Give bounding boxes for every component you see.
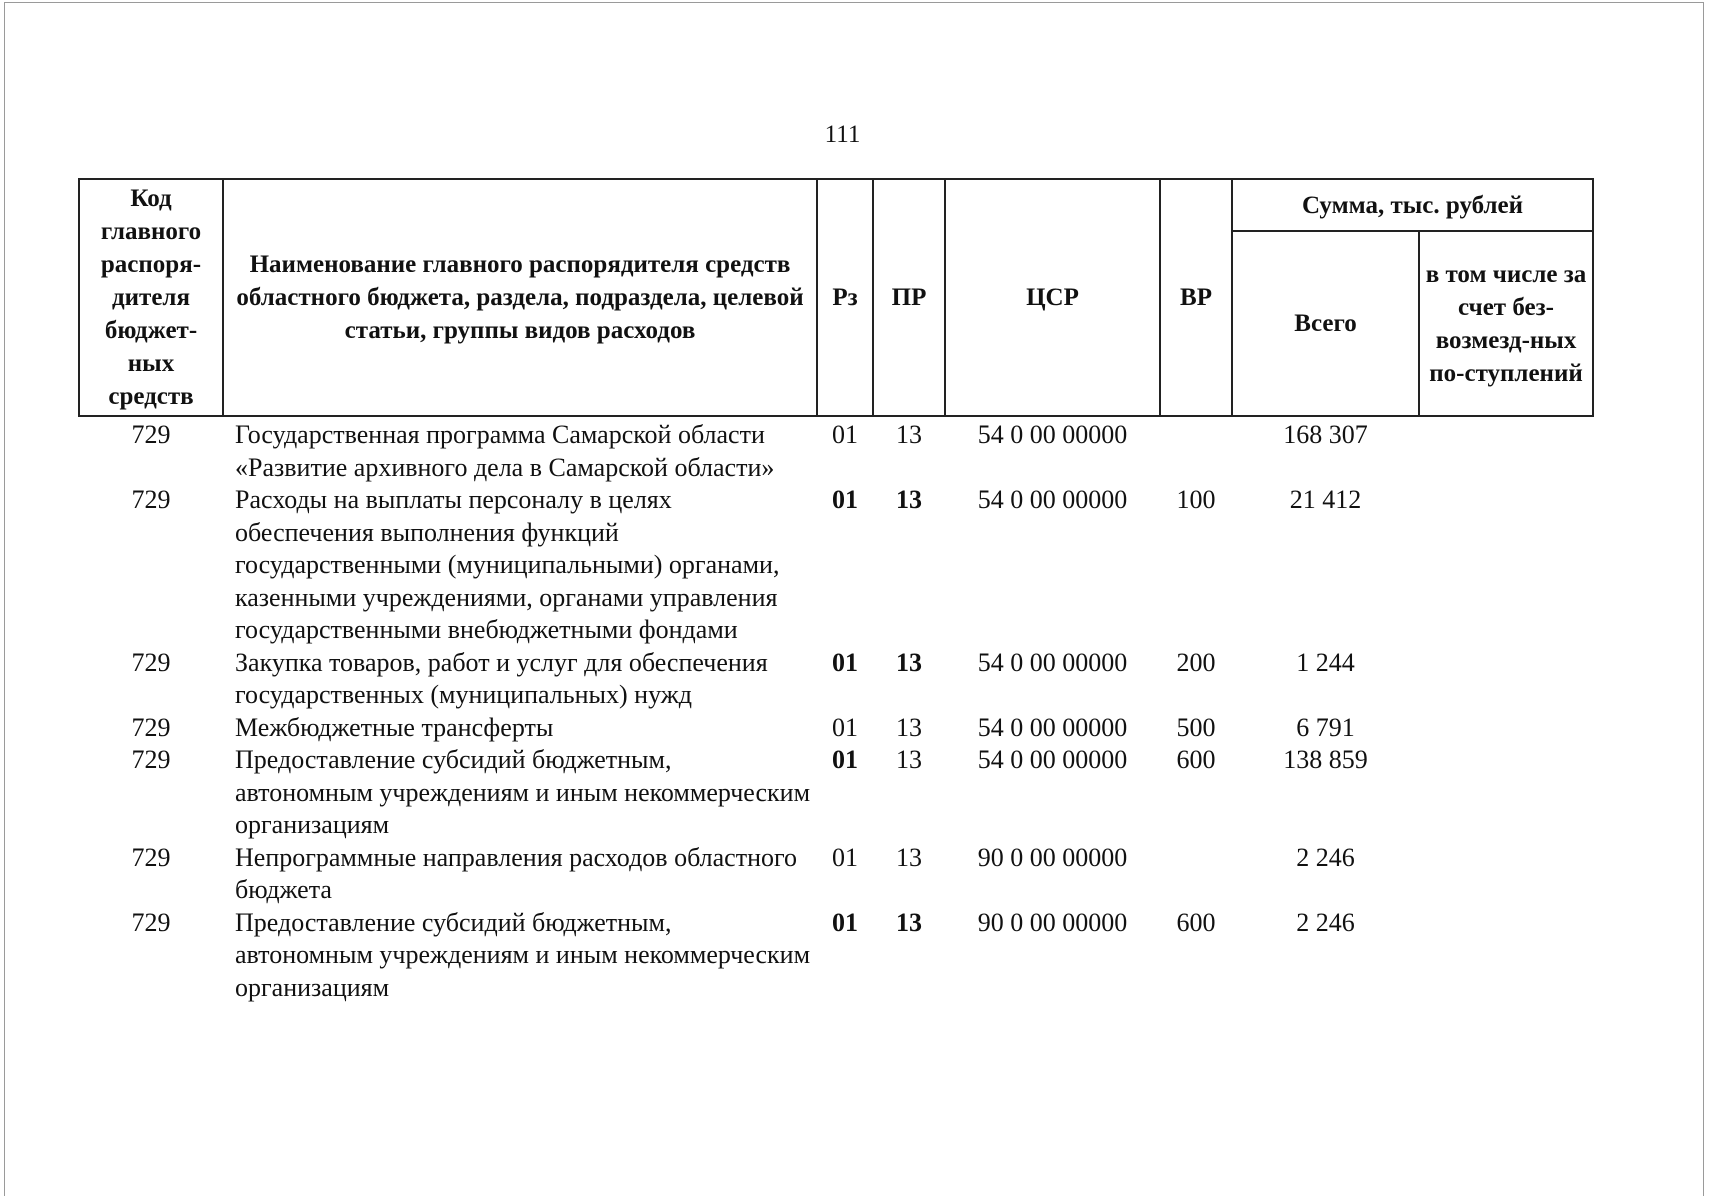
- cell-total: 2 246: [1296, 842, 1355, 872]
- table-row: [79, 712, 1593, 745]
- page-number: 111: [824, 121, 861, 148]
- cell-rz: 01: [832, 842, 858, 872]
- header-incl: в том числе за счет без-возмезд-ных по-ступлений: [1419, 231, 1593, 416]
- table-row: [79, 484, 1593, 647]
- table-row: [79, 907, 1593, 1005]
- cell-name: Предоставление субсидий бюджетным, автономным учреждениям и иным некоммерческим организациям: [235, 745, 811, 839]
- cell-pr: 13: [896, 907, 922, 937]
- table-header: [79, 179, 1593, 416]
- header-vr: ВР: [1160, 179, 1232, 416]
- cell-code: 729: [131, 712, 171, 742]
- header-pr: ПР: [873, 179, 945, 416]
- cell-total: 21 412: [1289, 485, 1362, 514]
- cell-code: 729: [131, 485, 171, 514]
- cell-rz: 01: [832, 907, 858, 937]
- cell-name: Расходы на выплаты персоналу в целях обеспечения выполнения функций государственными (муниципальными) органами, казенными учреждениями, органами управления государственными внебюджетными фондами: [235, 485, 780, 644]
- cell-vr: 600: [1176, 907, 1216, 937]
- cell-csr: 54 0 00 00000: [977, 712, 1128, 742]
- header-total: Всего: [1232, 231, 1419, 416]
- cell-incl: [1419, 712, 1593, 745]
- cell-code: 729: [131, 907, 171, 937]
- table-row: [79, 842, 1593, 907]
- cell-total: 168 307: [1283, 420, 1368, 449]
- cell-incl: [1419, 842, 1593, 907]
- cell-incl: [1419, 647, 1593, 712]
- cell-total: 6 791: [1296, 712, 1355, 742]
- cell-vr: [1160, 842, 1232, 907]
- cell-vr: 200: [1176, 647, 1216, 677]
- cell-code: 729: [131, 745, 171, 774]
- cell-total: 2 246: [1296, 907, 1355, 937]
- cell-pr: 13: [896, 712, 922, 742]
- cell-pr: 13: [896, 485, 922, 514]
- cell-name: Предоставление субсидий бюджетным, автономным учреждениям и иным некоммерческим организациям: [235, 907, 811, 1002]
- header-sum: Сумма, тыс. рублей: [1232, 179, 1593, 231]
- cell-csr: 90 0 00 00000: [977, 907, 1128, 937]
- cell-incl: [1419, 744, 1593, 842]
- cell-name: Непрограммные направления расходов областного бюджета: [235, 842, 797, 904]
- header-csr: ЦСР: [945, 179, 1160, 416]
- cell-name: Закупка товаров, работ и услуг для обеспечения государственных (муниципальных) нужд: [235, 647, 768, 709]
- cell-total: 138 859: [1283, 745, 1368, 774]
- cell-code: 729: [131, 842, 171, 872]
- cell-vr: 100: [1176, 485, 1216, 514]
- cell-rz: 01: [832, 420, 858, 449]
- cell-name: Межбюджетные трансферты: [235, 712, 554, 742]
- cell-csr: 54 0 00 00000: [977, 647, 1128, 677]
- cell-csr: 54 0 00 00000: [977, 420, 1128, 449]
- cell-incl: [1419, 416, 1593, 484]
- cell-csr: 54 0 00 00000: [977, 485, 1128, 514]
- table-row: [79, 416, 1593, 484]
- budget-table: [78, 178, 1594, 1004]
- cell-rz: 01: [832, 745, 858, 774]
- table-row: [79, 744, 1593, 842]
- header-name: Наименование главного распорядителя средств областного бюджета, раздела, подраздела, целевой статьи, группы видов расходов: [223, 179, 817, 416]
- cell-vr: 500: [1176, 712, 1216, 742]
- cell-pr: 13: [896, 842, 922, 872]
- cell-name: Государственная программа Самарской области «Развитие архивного дела в Самарской области»: [235, 420, 775, 482]
- table-body: [79, 416, 1593, 1004]
- cell-csr: 54 0 00 00000: [977, 745, 1128, 774]
- cell-rz: 01: [832, 712, 858, 742]
- cell-incl: [1419, 484, 1593, 647]
- cell-pr: 13: [896, 745, 922, 774]
- cell-vr: [1160, 416, 1232, 484]
- cell-vr: 600: [1176, 745, 1216, 774]
- cell-total: 1 244: [1296, 647, 1355, 677]
- header-rz: Рз: [817, 179, 873, 416]
- cell-pr: 13: [896, 420, 922, 449]
- header-code: Код главного распоря-дителя бюджет-ных средств: [79, 179, 223, 416]
- table-row: [79, 647, 1593, 712]
- cell-rz: 01: [832, 647, 858, 677]
- cell-incl: [1419, 907, 1593, 1005]
- cell-rz: 01: [832, 485, 858, 514]
- cell-code: 729: [131, 420, 171, 449]
- cell-csr: 90 0 00 00000: [977, 842, 1128, 872]
- cell-code: 729: [131, 647, 171, 677]
- cell-pr: 13: [896, 647, 922, 677]
